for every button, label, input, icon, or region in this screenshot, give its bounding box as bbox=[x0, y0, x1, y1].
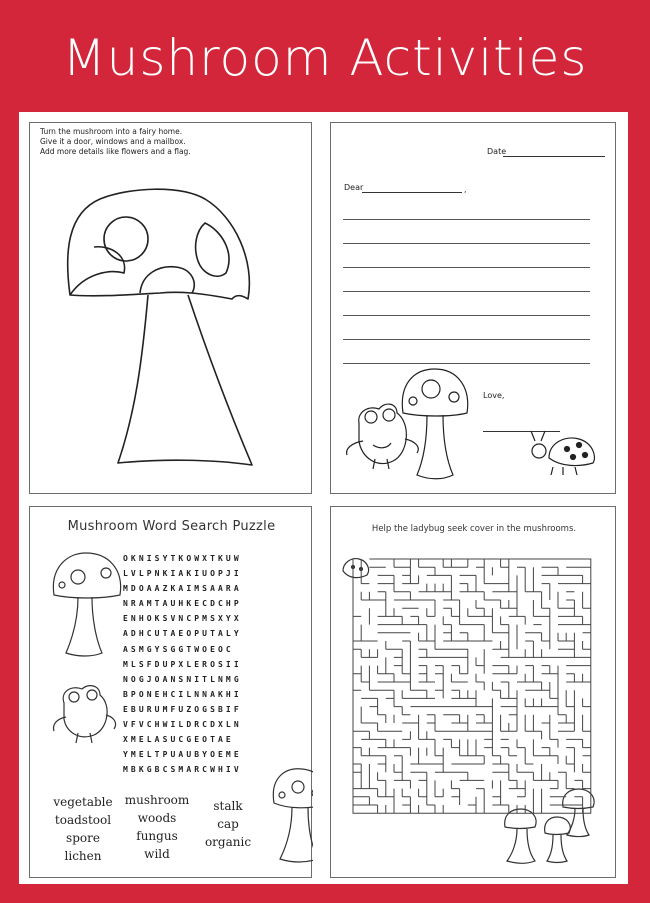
grid-row[interactable]: NRAMTAUHKECDCHP bbox=[123, 599, 242, 609]
page-title: Mushroom Activities bbox=[62, 29, 588, 87]
word-item: fungus bbox=[136, 829, 178, 843]
grid-row[interactable]: BPONEHCILNNAKHI bbox=[123, 689, 242, 699]
word-item: wild bbox=[144, 847, 170, 861]
word-search-title: Mushroom Word Search Puzzle bbox=[67, 519, 276, 534]
word-search-panel bbox=[29, 506, 312, 878]
maze-panel bbox=[330, 506, 616, 878]
grid-row[interactable]: EBURUMFUZOGSBIF bbox=[123, 704, 242, 714]
maze-wall-path bbox=[353, 559, 591, 813]
grid-row[interactable]: NOGJOANSNITLNMG bbox=[123, 674, 242, 684]
coloring-panel bbox=[29, 122, 312, 494]
maze-drawing[interactable] bbox=[331, 507, 617, 879]
word-item: stalk bbox=[213, 799, 243, 813]
grid-row[interactable]: MDOAAZKAIMSAARA bbox=[123, 584, 242, 594]
activity-sheet bbox=[19, 112, 628, 884]
grid-row[interactable]: ASMGYSGGTWOEOC bbox=[123, 644, 234, 654]
grid-row[interactable]: XMELASUCGEOTAE bbox=[123, 735, 234, 745]
love-label: Love, bbox=[483, 391, 505, 400]
word-item: woods bbox=[137, 811, 177, 825]
grid-row[interactable]: ENHOKSVNCPMSXYX bbox=[123, 614, 242, 624]
word-item: toadstool bbox=[54, 813, 112, 827]
instruction-line: Turn the mushroom into a fairy home. bbox=[40, 127, 183, 136]
letter-illustrations bbox=[331, 123, 617, 495]
grid-row[interactable]: MLSFDUPXLEROSII bbox=[123, 659, 242, 669]
instruction-line: Add more details like flowers and a flag. bbox=[40, 147, 191, 156]
mushroom-coloring-drawing bbox=[30, 123, 313, 495]
word-item: spore bbox=[66, 831, 100, 845]
ladybug-start-icon bbox=[343, 559, 369, 578]
word-search-illustrations bbox=[30, 507, 313, 879]
grid-row[interactable]: OKNISYTKOWXTKUW bbox=[123, 554, 242, 563]
grid-row[interactable]: YMELTPUAUBYOEME bbox=[123, 750, 242, 760]
maze-title: Help the ladybug seek cover in the mushrooms. bbox=[371, 524, 577, 534]
grid-row[interactable]: LVLPNKIAKIUOPJI bbox=[123, 569, 242, 579]
maze-walls bbox=[353, 559, 591, 813]
word-item: cap bbox=[217, 817, 239, 831]
instruction-line: Give it a door, windows and a mailbox. bbox=[40, 137, 186, 146]
grid-row[interactable]: MBKGBCSMARCWHIV bbox=[123, 765, 242, 775]
date-label: Date bbox=[487, 147, 507, 156]
grid-row[interactable]: ADHCUTAEOPUTALY bbox=[123, 629, 242, 639]
dear-label: Dear bbox=[344, 183, 364, 192]
word-item: lichen bbox=[64, 849, 102, 863]
word-item: organic bbox=[204, 835, 252, 849]
word-item: mushroom bbox=[124, 793, 190, 807]
dear-punctuation: , bbox=[464, 185, 467, 194]
letter-panel bbox=[330, 122, 616, 494]
word-item: vegetable bbox=[53, 795, 113, 809]
grid-row[interactable]: VFVCHWILDRCDXLN bbox=[123, 720, 242, 730]
